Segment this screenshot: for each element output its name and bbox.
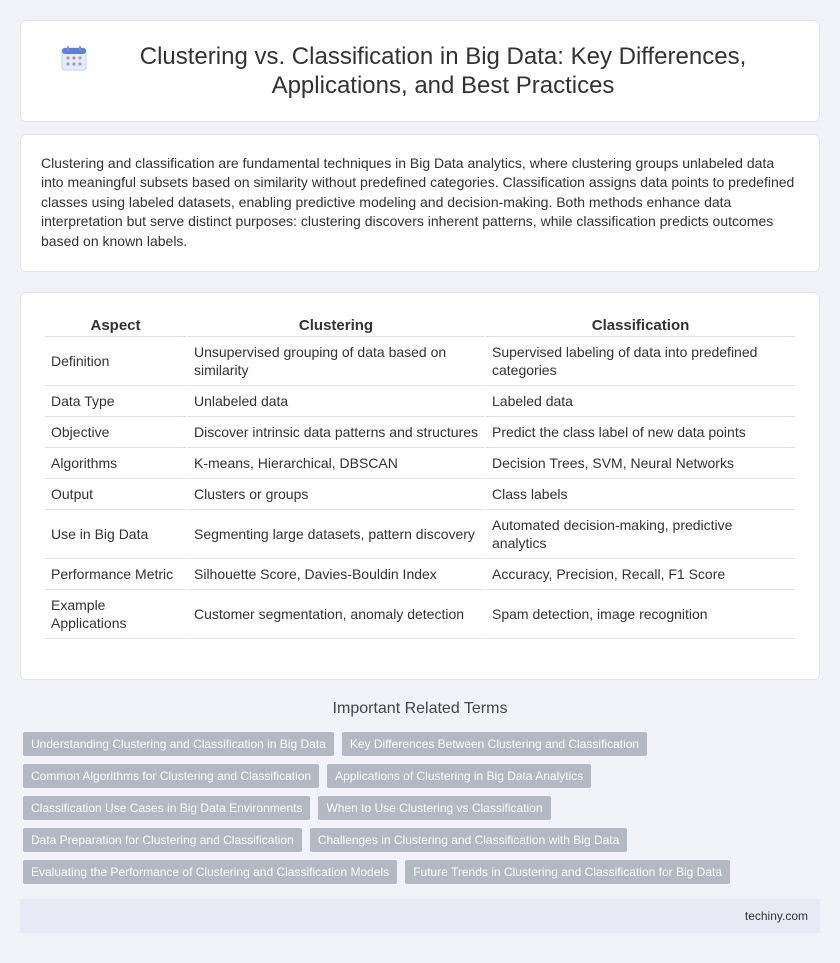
aspect-cell: Example Applications — [45, 590, 186, 639]
header-aspect: Aspect — [45, 313, 186, 337]
intro-paragraph: Clustering and classification are fundamental techniques in Big Data analytics, where clustering groups unlabeled data into meaningful subsets based on similarity without predefined categories. Classification assigns data points to predefined classes using labeled datasets, enabling predictive modeling and decision-making. Both methods enhance data interpretation but serve distinct purposes: clustering discovers inherent patterns, while classification predicts outcomes based on known labels. — [41, 155, 795, 249]
classification-cell: Class labels — [486, 479, 795, 510]
aspect-cell: Definition — [45, 337, 186, 386]
table-header-row — [45, 313, 795, 337]
table-row — [45, 417, 795, 448]
clustering-cell: Clusters or groups — [188, 479, 484, 510]
footer-brand[interactable]: techiny.com — [744, 909, 808, 923]
aspect-cell: Use in Big Data — [45, 510, 186, 559]
clustering-cell: Discover intrinsic data patterns and structures — [188, 417, 484, 448]
comparison-table — [43, 313, 797, 639]
table-row — [45, 479, 795, 510]
related-term-tag[interactable]: Evaluating the Performance of Clustering and Classification Models — [23, 860, 397, 884]
clustering-cell: Customer segmentation, anomaly detection — [188, 590, 484, 639]
comparison-table-card — [20, 292, 820, 680]
aspect-cell: Output — [45, 479, 186, 510]
related-terms-title: Important Related Terms — [332, 700, 508, 717]
table-row — [45, 386, 795, 417]
related-terms-list — [23, 732, 823, 884]
table-row — [45, 337, 795, 386]
table-row — [45, 559, 795, 590]
aspect-cell: Performance Metric — [45, 559, 186, 590]
footer — [20, 899, 820, 933]
aspect-cell: Objective — [45, 417, 186, 448]
calendar-grid-icon — [61, 45, 87, 71]
related-term-tag[interactable]: Key Differences Between Clustering and Classification — [342, 732, 647, 756]
classification-cell: Predict the class label of new data points — [486, 417, 795, 448]
intro-card — [20, 134, 820, 272]
classification-cell: Automated decision-making, predictive analytics — [486, 510, 795, 559]
related-term-tag[interactable]: Future Trends in Clustering and Classification for Big Data — [405, 860, 730, 884]
clustering-cell: Unlabeled data — [188, 386, 484, 417]
related-term-tag[interactable]: Understanding Clustering and Classification in Big Data — [23, 732, 334, 756]
related-term-tag[interactable]: Common Algorithms for Clustering and Classification — [23, 764, 319, 788]
table-row — [45, 590, 795, 639]
related-term-tag[interactable]: When to Use Clustering vs Classification — [318, 796, 550, 820]
related-term-tag[interactable]: Challenges in Clustering and Classification with Big Data — [310, 828, 628, 852]
header-classification: Classification — [486, 313, 795, 337]
header-card — [20, 20, 820, 122]
related-term-tag[interactable]: Classification Use Cases in Big Data Environments — [23, 796, 310, 820]
aspect-cell: Data Type — [45, 386, 186, 417]
classification-cell: Supervised labeling of data into predefined categories — [486, 337, 795, 386]
page-title: Clustering vs. Classification in Big Data: Key Differences, Applications, and Best Practices — [139, 43, 747, 99]
classification-cell: Spam detection, image recognition — [486, 590, 795, 639]
clustering-cell: Segmenting large datasets, pattern discovery — [188, 510, 484, 559]
classification-cell: Labeled data — [486, 386, 795, 417]
aspect-cell: Algorithms — [45, 448, 186, 479]
header-clustering: Clustering — [188, 313, 484, 337]
clustering-cell: Silhouette Score, Davies-Bouldin Index — [188, 559, 484, 590]
clustering-cell: K-means, Hierarchical, DBSCAN — [188, 448, 484, 479]
related-term-tag[interactable]: Applications of Clustering in Big Data Analytics — [327, 764, 591, 788]
related-term-tag[interactable]: Data Preparation for Clustering and Classification — [23, 828, 302, 852]
table-row — [45, 510, 795, 559]
clustering-cell: Unsupervised grouping of data based on similarity — [188, 337, 484, 386]
table-row — [45, 448, 795, 479]
classification-cell: Decision Trees, SVM, Neural Networks — [486, 448, 795, 479]
classification-cell: Accuracy, Precision, Recall, F1 Score — [486, 559, 795, 590]
